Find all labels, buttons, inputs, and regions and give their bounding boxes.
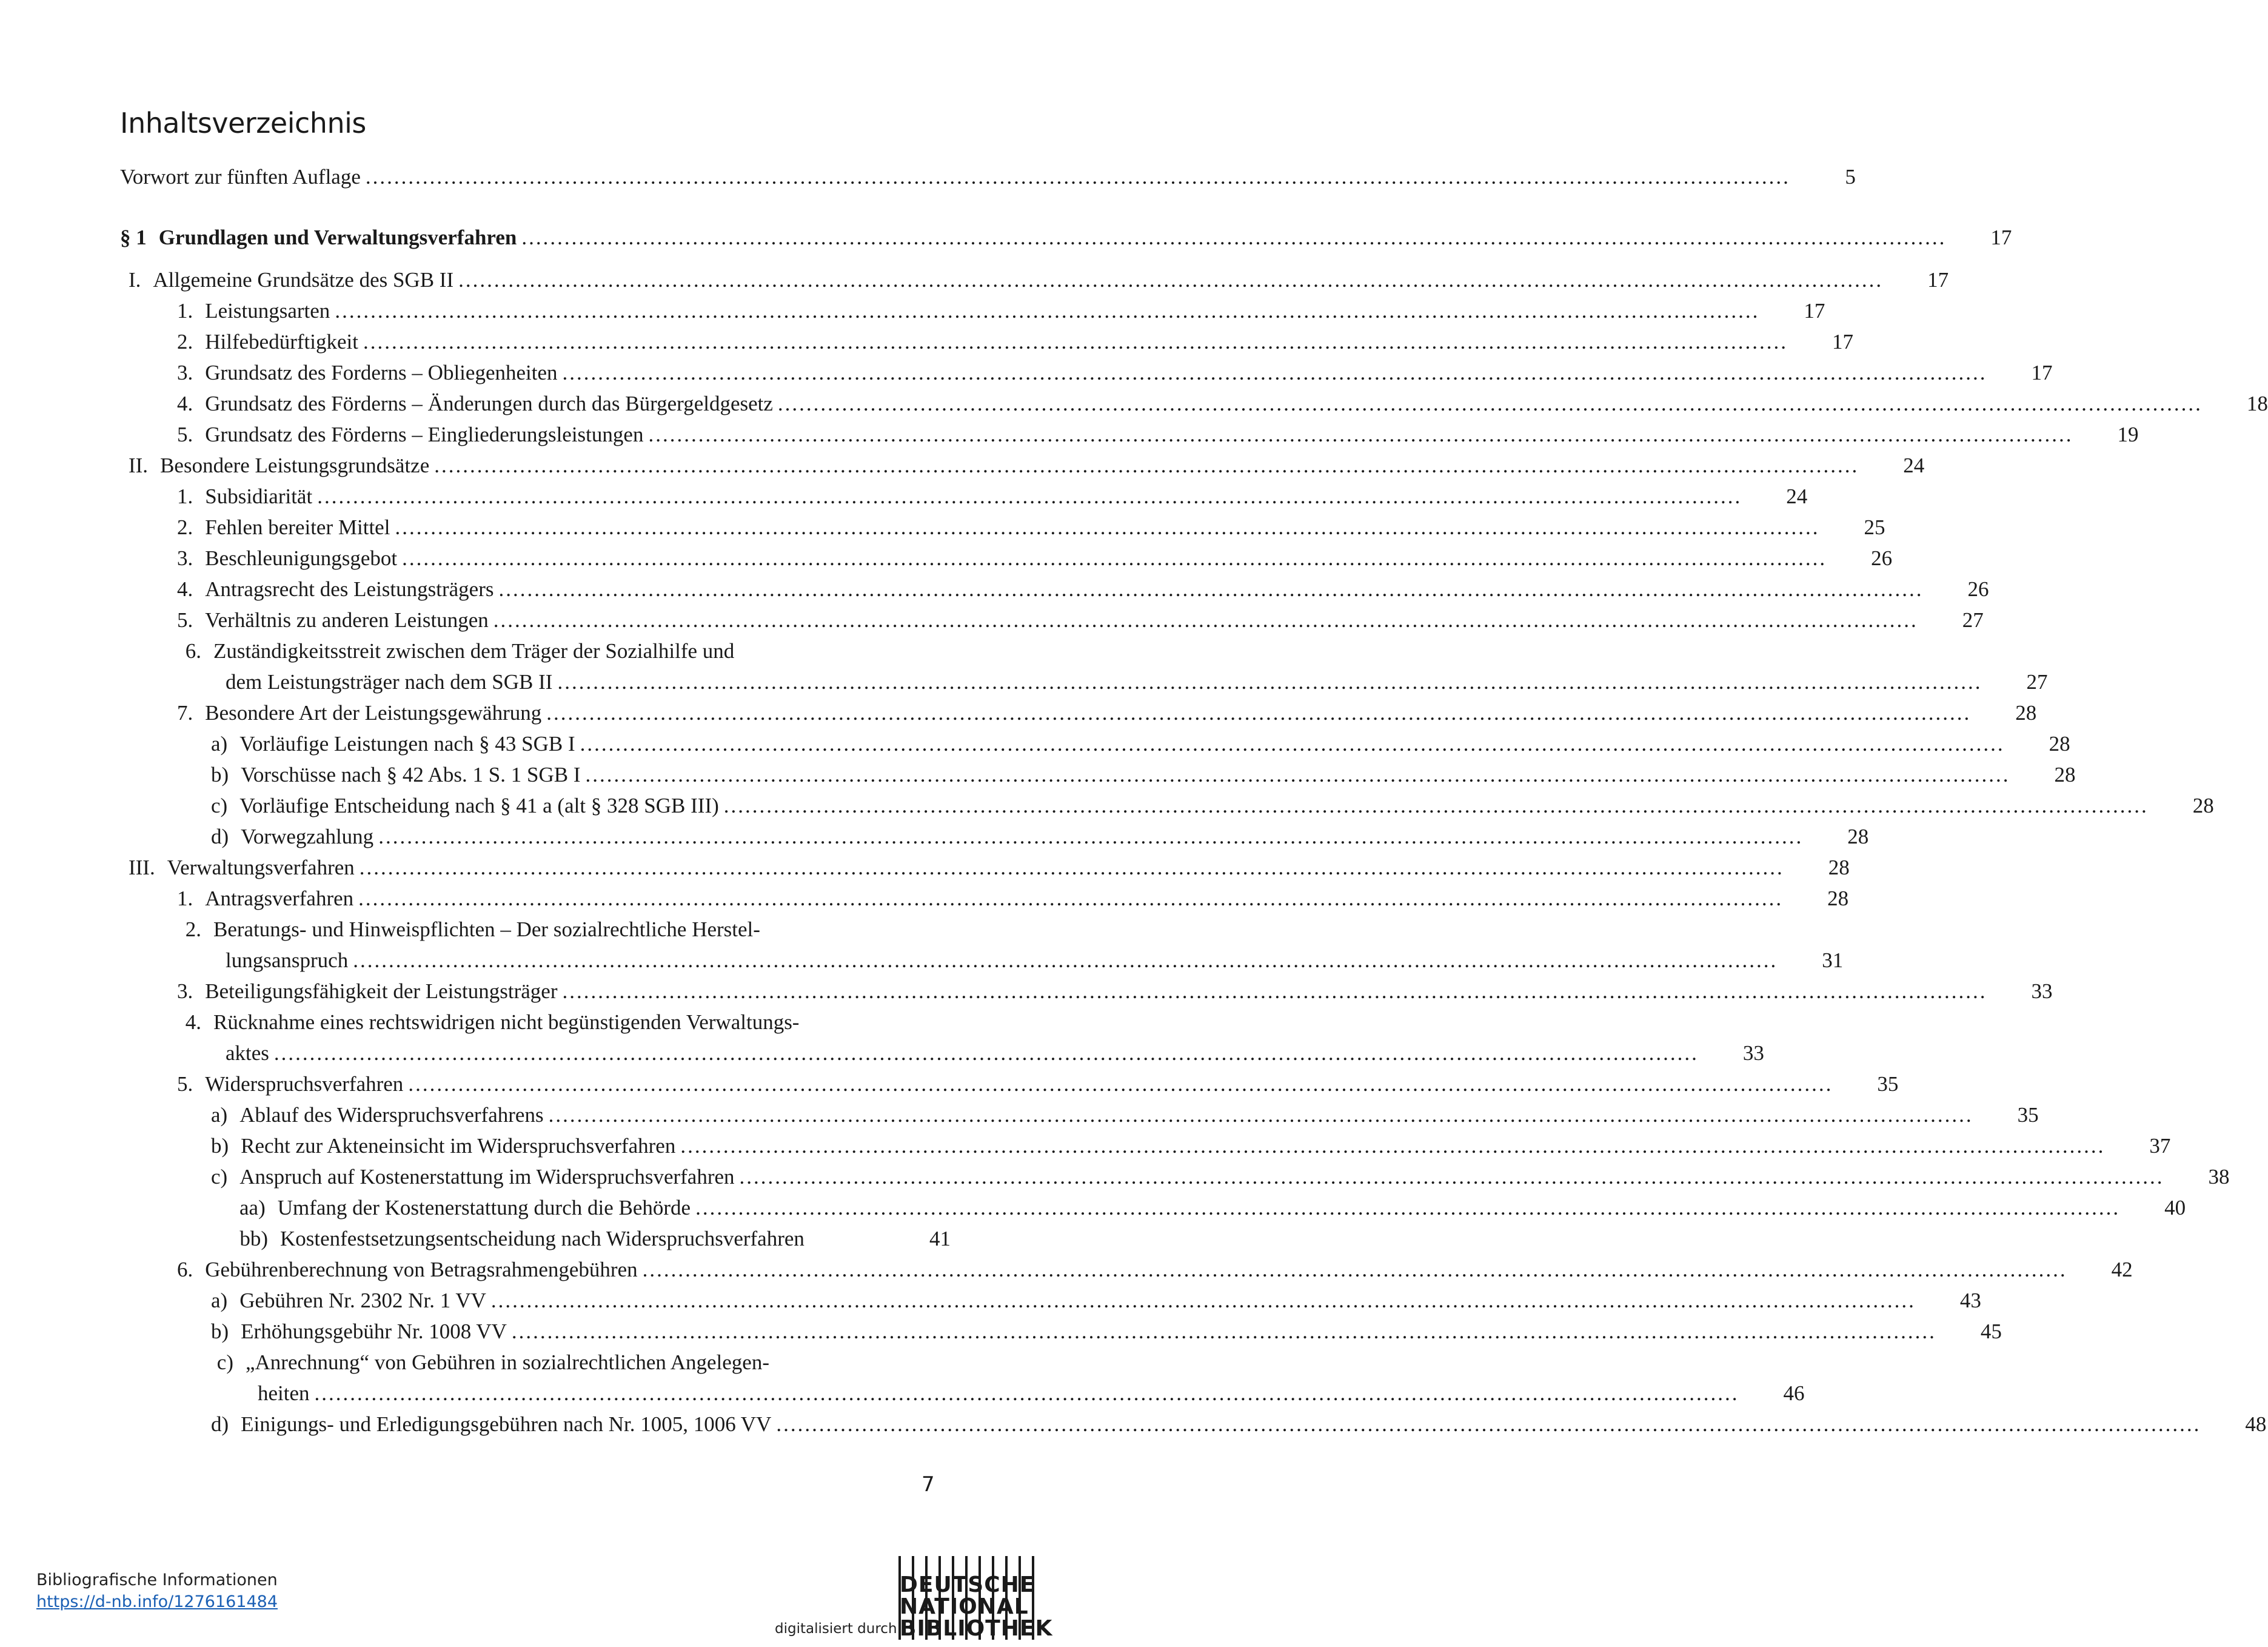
toc-entry — [177, 885, 1849, 912]
toc-entry-title: Erhöhungsgebühr Nr. 1008 VV — [241, 1320, 507, 1343]
toc-entry-title: „Anrechnung“ von Gebühren in sozialrechtlichen Angelegen- — [246, 1350, 769, 1374]
toc-leader-dots: ........................................................................................................................................................................................................ — [273, 1041, 1699, 1065]
toc-entry-title: lungsanspruch — [226, 948, 349, 972]
toc-entry-number: III. — [129, 856, 155, 879]
toc-entry — [211, 1164, 2230, 1190]
toc-leader-dots: ........................................................................................................................................................................................................ — [557, 670, 1982, 694]
toc-entry-title: Gebühren Nr. 2302 Nr. 1 VV — [239, 1289, 486, 1312]
dnb-logo-word-2: NATIONAL — [900, 1594, 1029, 1619]
toc-leader-dots: ........................................................................................................................................................................................................ — [363, 330, 1788, 354]
toc-entry — [177, 514, 1885, 541]
toc-entry-title: Ablauf des Widerspruchsverfahrens — [239, 1103, 544, 1127]
toc-entry-number: 2. — [185, 917, 201, 941]
toc-entry-number: 1. — [177, 299, 193, 323]
toc-entry-number: a) — [211, 732, 228, 756]
toc-entry — [177, 1071, 1899, 1098]
toc-entry — [213, 1040, 1764, 1067]
toc-leader-dots: ........................................................................................................................................................................................................ — [695, 1196, 2121, 1219]
toc-entry-page: 18 — [2246, 392, 2268, 415]
toc-entry-number: 3. — [177, 979, 193, 1003]
toc-entry — [129, 452, 1925, 479]
toc-entry — [211, 731, 2070, 757]
toc-entry-title: Rücknahme eines rechtswidrigen nicht begünstigenden Verwaltungs- — [213, 1010, 800, 1034]
toc-leader-dots: ........................................................................................................................................................................................................ — [776, 1412, 2201, 1436]
toc-entry-number: 7. — [177, 701, 193, 725]
toc-leader-dots: ........................................................................................................................................................................................................ — [511, 1320, 1936, 1343]
toc-entry — [177, 978, 2053, 1005]
toc-entry-number: 1. — [177, 485, 193, 508]
toc-entry-page: 5 — [1845, 165, 1856, 189]
toc-entry-title: Fehlen bereiter Mittel — [205, 515, 390, 539]
toc-leader-dots: ........................................................................................................................................................................................................ — [353, 948, 1778, 972]
toc-entry — [246, 1380, 1805, 1407]
dnb-logo-word-3: BIBLIOTHEK — [900, 1616, 1053, 1641]
toc-entry — [129, 267, 1949, 294]
bibliographic-info-label: Bibliografische Informationen — [36, 1571, 278, 1589]
toc-entry-page: 17 — [2031, 361, 2053, 384]
toc-entry-number: bb) — [239, 1227, 268, 1250]
toc-entry — [177, 607, 1984, 634]
toc-entry-number: § 1 — [120, 226, 147, 249]
toc-leader-dots: ........................................................................................................................................................................................................ — [562, 361, 1987, 384]
dnb-link[interactable]: https://d-nb.info/1276161484 — [36, 1592, 278, 1611]
toc-entry-page: 27 — [2026, 670, 2048, 694]
toc-entry — [177, 1009, 951, 1036]
toc-entry-page: 33 — [2031, 979, 2053, 1003]
toc-leader-dots: ........................................................................................................................................................................................................ — [580, 732, 2005, 756]
toc-leader-dots: ........................................................................................................................................................................................................ — [562, 979, 1987, 1003]
toc-entry — [211, 1318, 2002, 1345]
toc-leader-dots: ........................................................................................................................................................................................................ — [498, 577, 1924, 601]
toc-entry-title: Hilfebedürftigkeit — [205, 330, 358, 354]
toc-entry-title: dem Leistungsträger nach dem SGB II — [226, 670, 553, 694]
toc-entry — [177, 1256, 2133, 1283]
toc-leader-dots: ........................................................................................................................................................................................................ — [490, 1289, 1916, 1312]
toc-entry-page: 17 — [1831, 330, 1853, 354]
toc-leader-dots: ........................................................................................................................................................................................................ — [434, 454, 1859, 477]
toc-entry-number: 4. — [177, 392, 193, 415]
toc-entry-page: 27 — [1962, 608, 1984, 632]
toc-leader-dots: ........................................................................................................................................................................................................ — [358, 887, 1784, 910]
toc-entry-page: 28 — [2015, 701, 2037, 725]
toc-entry-number: 2. — [177, 330, 193, 354]
toc-leader-dots: ........................................................................................................................................................................................................ — [365, 165, 1790, 189]
toc-entry-title: Grundsatz des Förderns – Eingliederungsleistungen — [205, 423, 644, 446]
toc-leader-dots: ........................................................................................................................................................................................................ — [314, 1381, 1739, 1405]
toc-entry-title: Recht zur Akteneinsicht im Widerspruchsverfahren — [241, 1134, 676, 1158]
toc-entry-page: 28 — [1828, 856, 1850, 879]
bibliographic-info — [36, 1569, 278, 1613]
toc-entry — [177, 391, 2268, 417]
toc-entry-title: Besondere Leistungsgrundsätze — [160, 454, 430, 477]
toc-entry — [213, 669, 2048, 696]
toc-entry-page: 43 — [1959, 1289, 1981, 1312]
toc-entry-page: 17 — [1927, 268, 1949, 292]
toc-entry-number: 3. — [177, 361, 193, 384]
toc-entry — [177, 421, 2139, 448]
toc-entry-title: Umfang der Kostenerstattung durch die Behörde — [277, 1196, 691, 1219]
toc-entry — [211, 1133, 2171, 1159]
toc-entry — [211, 1287, 1981, 1314]
toc-entry-page: 17 — [1990, 226, 2012, 249]
toc-entry-number: 5. — [177, 423, 193, 446]
toc-entry-page: 26 — [1967, 577, 1989, 601]
toc-leader-dots: ........................................................................................................................................................................................................ — [548, 1103, 1973, 1127]
toc-entry-number: 6. — [185, 639, 201, 663]
toc-entry — [213, 947, 1844, 974]
toc-entry-number: a) — [211, 1103, 228, 1127]
toc-entry — [211, 1411, 2267, 1438]
toc-entry-page: 45 — [1980, 1320, 2002, 1343]
toc-entry — [177, 576, 1989, 603]
toc-entry-page: 38 — [2208, 1165, 2230, 1189]
toc-entry — [177, 916, 951, 943]
toc-entry-number: d) — [211, 1412, 229, 1436]
toc-leader-dots: ........................................................................................................................................................................................................ — [723, 794, 2149, 817]
dnb-logo-word-1: DEUTSCHE — [900, 1572, 1035, 1597]
toc-entry — [211, 1349, 951, 1376]
toc-entry-page: 40 — [2164, 1196, 2186, 1219]
toc-entry — [177, 700, 2037, 726]
toc-entry-number: I. — [129, 268, 141, 292]
toc-entry-page: 41 — [929, 1227, 951, 1250]
toc-entry-title: Subsidiarität — [205, 485, 313, 508]
toc-entry-number: 4. — [185, 1010, 201, 1034]
toc-entry-number: aa) — [239, 1196, 266, 1219]
page-number: 7 — [922, 1472, 935, 1497]
toc-leader-dots: ........................................................................................................................................................................................................ — [402, 546, 1827, 570]
toc-entry-number: b) — [211, 1134, 229, 1158]
toc-entry — [211, 823, 1869, 850]
toc-entry-number: c) — [216, 1350, 233, 1374]
toc-entry-number: b) — [211, 1320, 229, 1343]
toc-entry — [211, 762, 2076, 788]
toc-leader-dots: ........................................................................................................................................................................................................ — [521, 226, 1947, 249]
toc-entry-number: 2. — [177, 515, 193, 539]
digitized-by-label: digitalisiert durch — [775, 1621, 897, 1637]
toc-entry-number: II. — [129, 454, 149, 477]
toc-leader-dots: ........................................................................................................................................................................................................ — [777, 392, 2203, 415]
toc-entry-title: Verhältnis zu anderen Leistungen — [205, 608, 489, 632]
toc-entry-title: Gebührenberechnung von Betragsrahmengebühren — [205, 1258, 638, 1281]
toc-entry-title: heiten — [258, 1381, 310, 1405]
toc-leader-dots: ........................................................................................................................................................................................................ — [739, 1165, 2164, 1189]
toc-entry-title: Grundsatz des Forderns – Obliegenheiten — [205, 361, 558, 384]
toc-entry-title: Kostenfestsetzungsentscheidung nach Widerspruchsverfahren — [280, 1227, 805, 1250]
toc-entry-title: Besondere Art der Leistungsgewährung — [205, 701, 542, 725]
toc-entry — [177, 298, 1825, 324]
toc-leader-dots: ........................................................................................................................................................................................................ — [680, 1134, 2106, 1158]
toc-entry-title: Zuständigkeitsstreit zwischen dem Träger der Sozialhilfe und — [213, 639, 735, 663]
toc-entry-page: 28 — [1847, 825, 1869, 848]
toc-entry-title: Einigungs- und Erledigungsgebühren nach Nr. 1005, 1006 VV — [241, 1412, 772, 1436]
toc-entry-page: 31 — [1822, 948, 1844, 972]
toc-entry-title: Vorschüsse nach § 42 Abs. 1 S. 1 SGB I — [241, 763, 581, 787]
toc-leader-dots: ........................................................................................................................................................................................................ — [493, 608, 1918, 632]
toc-entry-title: Widerspruchsverfahren — [205, 1072, 404, 1096]
toc-entry-page: 28 — [2049, 732, 2070, 756]
toc-entry-number: 1. — [177, 887, 193, 910]
toc-entry — [239, 1226, 951, 1252]
toc-entry-number: 5. — [177, 608, 193, 632]
toc-entry — [177, 360, 2053, 386]
toc-entry — [177, 545, 1893, 572]
toc-leader-dots: ........................................................................................................................................................................................................ — [378, 825, 1804, 848]
toc-entry-page: 25 — [1864, 515, 1885, 539]
toc-entry — [177, 638, 951, 665]
toc-entry-title: Verwaltungsverfahren — [167, 856, 355, 879]
toc-entry — [211, 1102, 2039, 1129]
toc-entry-number: a) — [211, 1289, 228, 1312]
toc-leader-dots: ........................................................................................................................................................................................................ — [395, 515, 1820, 539]
toc-leader-dots: ........................................................................................................................................................................................................ — [317, 485, 1742, 508]
toc-entry — [120, 164, 1856, 190]
toc-entry-title: Leistungsarten — [205, 299, 330, 323]
toc-entry-title: Beratungs- und Hinweispflichten – Der sozialrechtliche Herstel- — [213, 917, 760, 941]
toc-entry-page: 42 — [2111, 1258, 2133, 1281]
toc-entry-number: c) — [211, 794, 228, 817]
toc-entry-page: 19 — [2117, 423, 2139, 446]
toc-leader-dots: ........................................................................................................................................................................................................ — [335, 299, 1760, 323]
toc-entry-title: Allgemeine Grundsätze des SGB II — [153, 268, 454, 292]
toc-leader-dots: ........................................................................................................................................................................................................ — [585, 763, 2010, 787]
toc-entry-title: Beschleunigungsgebot — [205, 546, 398, 570]
toc-entry-title: Vorläufige Leistungen nach § 43 SGB I — [239, 732, 575, 756]
dnb-logo — [898, 1556, 1053, 1641]
toc-entry-title: Grundsatz des Förderns – Änderungen durch das Bürgergeldgesetz — [205, 392, 773, 415]
toc-entry-page: 26 — [1871, 546, 1893, 570]
toc-leader-dots: ........................................................................................................................................................................................................ — [359, 856, 1784, 879]
toc-leader-dots: ........................................................................................................................................................................................................ — [642, 1258, 2067, 1281]
toc-entry-number: d) — [211, 825, 229, 848]
toc-entry — [239, 1195, 2186, 1221]
toc-entry-page: 24 — [1903, 454, 1925, 477]
toc-entry-number: 4. — [177, 577, 193, 601]
toc-entry — [177, 329, 1853, 355]
toc-leader-dots: ........................................................................................................................................................................................................ — [408, 1072, 1833, 1096]
toc-entry-title: Anspruch auf Kostenerstattung im Widerspruchsverfahren — [239, 1165, 735, 1189]
toc-entry-page: 37 — [2149, 1134, 2171, 1158]
toc-entry-number: c) — [211, 1165, 228, 1189]
toc-entry-number: 5. — [177, 1072, 193, 1096]
toc-entry-page: 28 — [2054, 763, 2076, 787]
toc-entry-page: 28 — [1827, 887, 1849, 910]
toc-entry-page: 24 — [1786, 485, 1808, 508]
toc-entry-page: 28 — [2192, 794, 2214, 817]
toc-entry-title: Antragsrecht des Leistungsträgers — [205, 577, 494, 601]
toc-entry-title: Vorwegzahlung — [241, 825, 374, 848]
toc-entry-number: 3. — [177, 546, 193, 570]
toc-entry-title: Vorläufige Entscheidung nach § 41 a (alt § 328 SGB III) — [239, 794, 719, 817]
page-title: Inhaltsverzeichnis — [120, 107, 366, 139]
toc-entry-title: Vorwort zur fünften Auflage — [120, 165, 361, 189]
toc-entry-page: 35 — [2017, 1103, 2039, 1127]
toc-entry-title: Beteiligungsfähigkeit der Leistungsträger — [205, 979, 558, 1003]
toc-entry — [129, 854, 1850, 881]
toc-entry-page: 46 — [1783, 1381, 1805, 1405]
toc-entry-number: b) — [211, 763, 229, 787]
toc-entry-title: aktes — [226, 1041, 269, 1065]
toc-leader-dots: ........................................................................................................................................................................................................ — [546, 701, 1972, 725]
toc-entry-number: 6. — [177, 1258, 193, 1281]
toc-entry-title: Grundlagen und Verwaltungsverfahren — [158, 226, 517, 249]
toc-entry-page: 33 — [1742, 1041, 1764, 1065]
toc-entry-title: Antragsverfahren — [205, 887, 354, 910]
toc-entry — [177, 483, 1808, 510]
toc-entry — [120, 224, 2012, 251]
toc-entry — [211, 793, 2214, 819]
toc-entry-page: 17 — [1804, 299, 1825, 323]
toc-leader-dots: ........................................................................................................................................................................................................ — [648, 423, 2073, 446]
toc-entry-page: 35 — [1877, 1072, 1899, 1096]
toc-entry-page: 48 — [2245, 1412, 2267, 1436]
toc-leader-dots: ........................................................................................................................................................................................................ — [458, 268, 1884, 292]
